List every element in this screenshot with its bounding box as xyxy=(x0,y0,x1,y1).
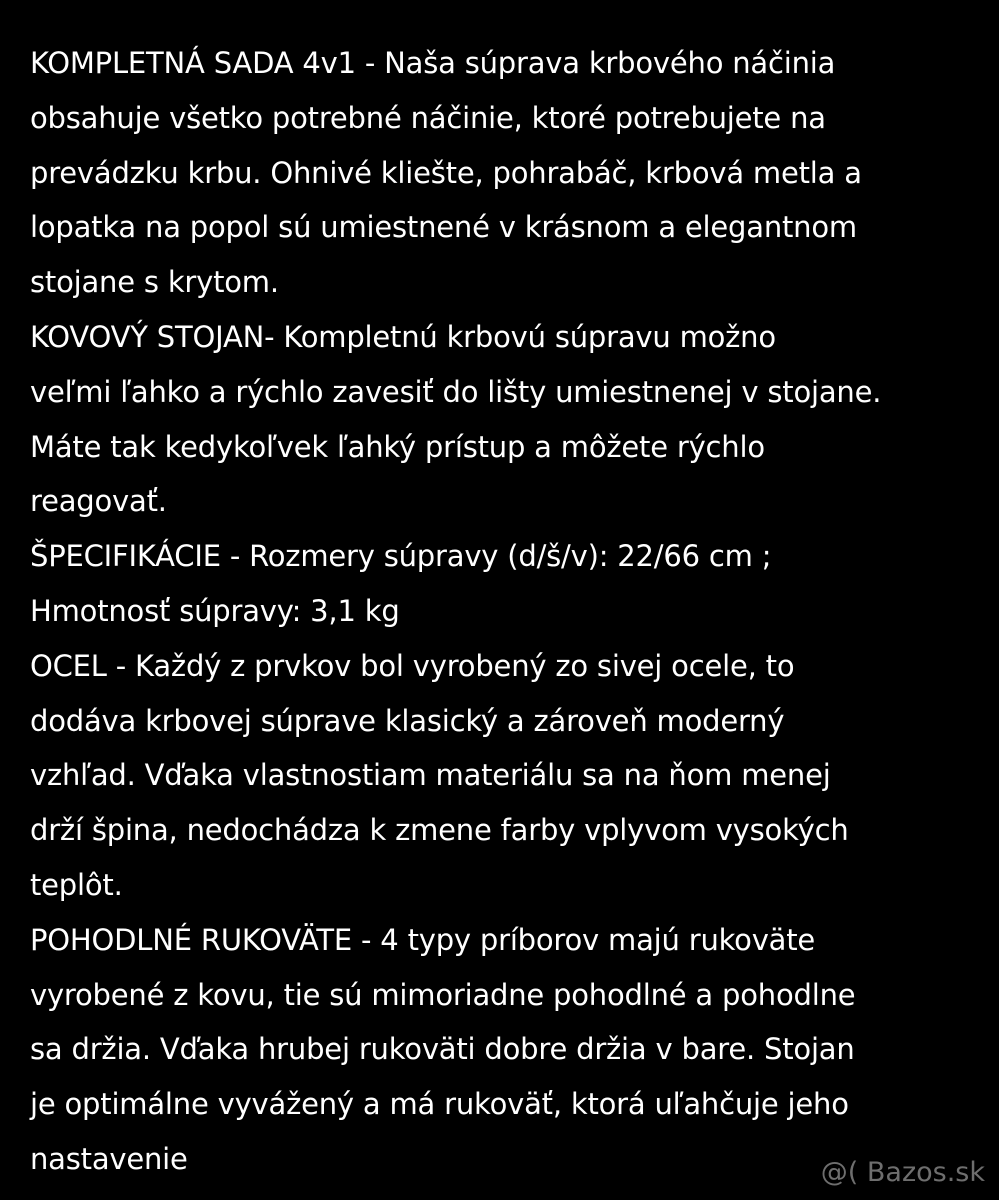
bazos-watermark: @( Bazos.sk xyxy=(820,1157,985,1188)
description-line: obsahuje všetko potrebné náčinie, ktoré potrebujete na xyxy=(30,100,826,135)
description-line: vyrobené z kovu, tie sú mimoriadne pohodlné a pohodlne xyxy=(30,977,856,1012)
description-line: drží špina, nedochádza k zmene farby vplyvom vysokých xyxy=(30,813,849,848)
description-line: POHODLNÉ RUKOVÄTE - 4 typy príborov majú rukoväte xyxy=(30,922,816,957)
description-line: dodáva krbovej súprave klasický a zároveň moderný xyxy=(30,703,785,738)
description-text xyxy=(30,36,980,1187)
description-line: KOVOVÝ STOJAN- Kompletnú krbovú súpravu možno xyxy=(30,319,776,354)
description-line: stojane s krytom. xyxy=(30,265,279,300)
description-line: nastavenie xyxy=(30,1141,188,1176)
description-line: prevádzku krbu. Ohnivé kliešte, pohrabáč, krbová metla a xyxy=(30,155,862,190)
description-line: OCEL - Každý z prvkov bol vyrobený zo sivej ocele, to xyxy=(30,648,795,683)
description-line: lopatka na popol sú umiestnené v krásnom a elegantnom xyxy=(30,210,857,245)
description-line: vzhľad. Vďaka vlastnostiam materiálu sa na ňom menej xyxy=(30,758,831,793)
description-line: sa držia. Vďaka hrubej rukoväti dobre držia v bare. Stojan xyxy=(30,1032,855,1067)
description-line: Hmotnosť súpravy: 3,1 kg xyxy=(30,593,400,628)
description-line: KOMPLETNÁ SADA 4v1 - Naša súprava krbového náčinia xyxy=(30,46,836,80)
description-line: ŠPECIFIKÁCIE - Rozmery súpravy (d/š/v): 22/66 cm ; xyxy=(30,539,772,574)
description-line: teplôt. xyxy=(30,867,123,902)
description-line: reagovať. xyxy=(30,484,167,519)
description-line: je optimálne vyvážený a má rukoväť, ktorá uľahčuje jeho xyxy=(30,1087,849,1122)
description-line: veľmi ľahko a rýchlo zavesiť do lišty umiestnenej v stojane. xyxy=(30,374,882,409)
description-line: Máte tak kedykoľvek ľahký prístup a môžete rýchlo xyxy=(30,429,765,464)
